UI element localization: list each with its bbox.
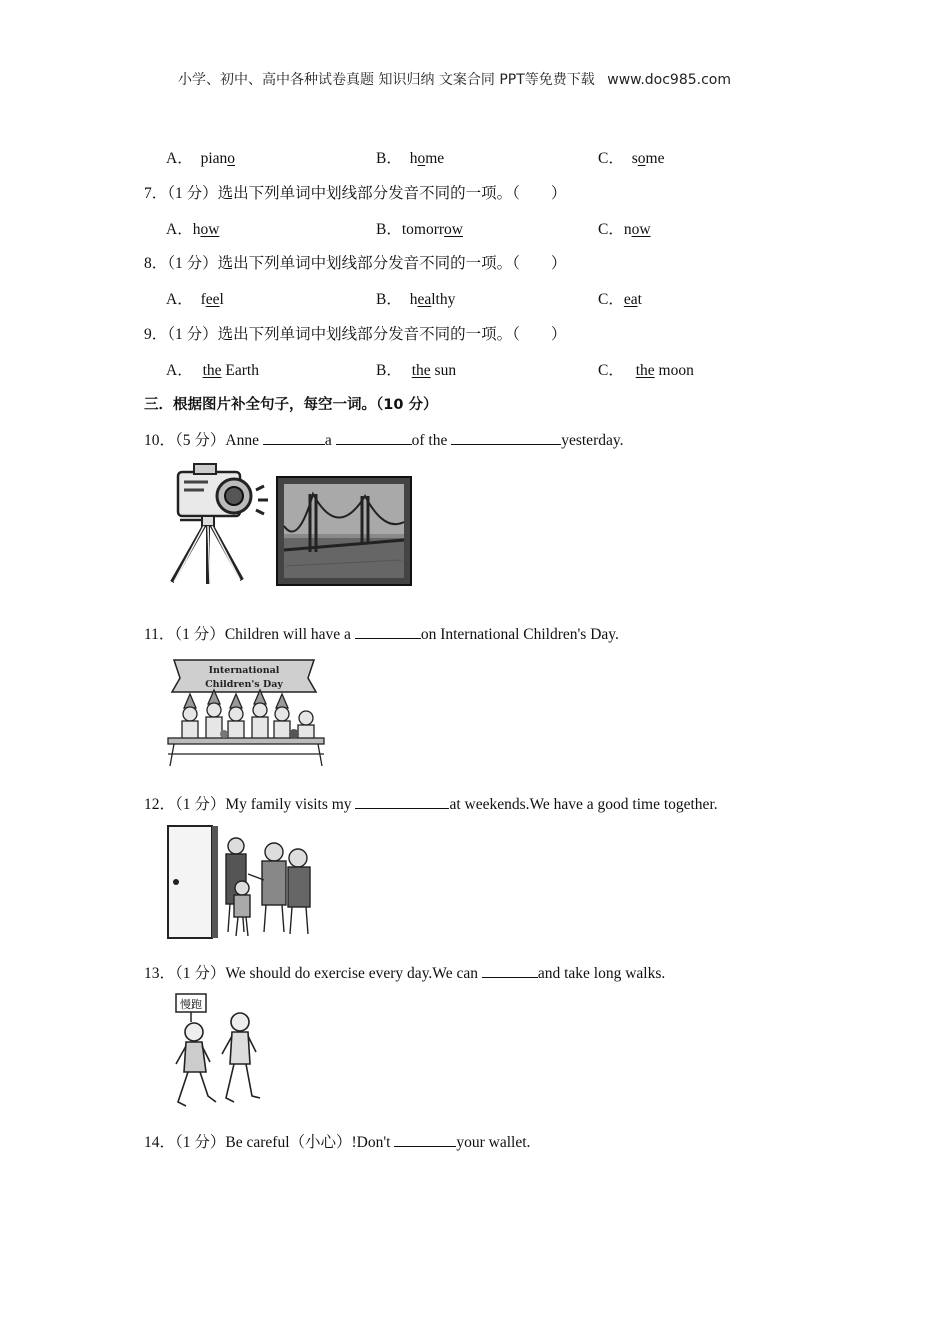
underlined-part: ea <box>623 291 638 308</box>
sentence-part: yesterday. <box>561 432 624 449</box>
underlined-part: ea <box>417 291 432 308</box>
camera-tripod-image <box>164 460 274 586</box>
word-part: sun <box>430 362 457 379</box>
option-label: C． <box>598 362 624 379</box>
option-label: B． <box>376 150 402 167</box>
sentence-part: Children will have a <box>224 626 355 643</box>
option-label: B． <box>376 221 402 238</box>
option-label: A． <box>166 362 193 379</box>
sentence-part: of the <box>411 432 452 449</box>
option-label: C． <box>598 291 624 308</box>
answer-blank[interactable] <box>394 1132 456 1147</box>
q9-option-b <box>376 358 456 380</box>
underlined-part: the <box>202 362 222 379</box>
q12-sentence <box>144 792 718 814</box>
underlined-part: ow <box>200 221 220 238</box>
option-label: C． <box>598 221 624 238</box>
word-part: me <box>425 150 445 167</box>
word-part: n <box>623 221 632 238</box>
sentence-part: a <box>324 432 336 449</box>
underlined-part: ow <box>631 221 651 238</box>
childrens-day-party-image <box>164 654 326 770</box>
question-number: 13．（1 分） <box>144 965 226 982</box>
underlined-part: o <box>417 150 426 167</box>
word-part: lthy <box>431 291 456 308</box>
page-header <box>178 69 731 89</box>
q6-option-c <box>598 146 664 168</box>
sentence-part: Be careful（小心）!Don't <box>225 1134 395 1151</box>
word-part: s <box>631 150 638 167</box>
q9-stem: 9．（1 分）选出下列单词中划线部分发音不同的一项。（ ） <box>144 326 567 343</box>
underlined-part: the <box>411 362 431 379</box>
sentence-part: your wallet. <box>456 1134 531 1151</box>
q8-option-c <box>598 287 642 309</box>
header-url: www.doc985.com <box>607 72 731 88</box>
sentence-part: and take long walks. <box>537 965 666 982</box>
section-3-title: 三．根据图片补全句子，每空一词。（10 分） <box>144 397 438 413</box>
q8-option-b <box>376 287 455 309</box>
answer-blank[interactable] <box>482 963 538 978</box>
word-part: tomorr <box>401 221 445 238</box>
option-label: A． <box>166 221 193 238</box>
family-visit-image <box>164 824 318 940</box>
word-part: f <box>200 291 206 308</box>
underlined-part: the <box>635 362 655 379</box>
word-part: me <box>645 150 665 167</box>
header-text: 小学、初中、高中各种试卷真题 知识归纳 文案合同 PPT等免费下载 <box>178 72 595 88</box>
option-label: B． <box>376 362 402 379</box>
q8-stem: 8．（1 分）选出下列单词中划线部分发音不同的一项。（ ） <box>144 255 567 272</box>
sign-text: 慢跑 <box>180 998 202 1011</box>
q13-sentence <box>144 961 665 983</box>
word-part: t <box>637 291 642 308</box>
sentence-part: My family visits my <box>225 796 356 813</box>
option-label: A． <box>166 291 193 308</box>
answer-blank[interactable] <box>263 430 325 445</box>
sentence-part: Anne <box>225 432 263 449</box>
sentence-part: We should do exercise every day.We can <box>225 965 482 982</box>
bridge-photo-image <box>276 476 412 586</box>
q14-sentence <box>144 1130 530 1152</box>
word-part: Earth <box>221 362 259 379</box>
q7-option-b <box>376 217 463 239</box>
q10-sentence <box>144 428 623 450</box>
q6-option-b <box>376 146 444 168</box>
sentence-part: on International Children's Day. <box>420 626 619 643</box>
question-number: 14．（1 分） <box>144 1134 226 1151</box>
q7-stem: 7．（1 分）选出下列单词中划线部分发音不同的一项。（ ） <box>144 185 567 202</box>
q11-sentence <box>144 622 619 644</box>
underlined-part: ee <box>205 291 220 308</box>
q7-option-a <box>166 217 219 239</box>
sentence-part: at weekends.We have a good time together. <box>449 796 718 813</box>
jogging-image <box>164 992 274 1114</box>
underlined-part: o <box>637 150 646 167</box>
q8-option-a <box>166 287 224 309</box>
answer-blank[interactable] <box>451 430 561 445</box>
q7-option-c <box>598 217 651 239</box>
word-part: moon <box>654 362 694 379</box>
option-label: A． <box>166 150 193 167</box>
word-part: pian <box>200 150 228 167</box>
q9-option-a <box>166 358 259 380</box>
word-part: h <box>409 150 418 167</box>
answer-blank[interactable] <box>355 794 449 809</box>
underlined-part: ow <box>444 221 463 238</box>
q9-option-c <box>598 358 694 380</box>
question-number: 11．（1 分） <box>144 626 225 643</box>
word-part: l <box>219 291 224 308</box>
question-number: 12．（1 分） <box>144 796 226 813</box>
word-part: h <box>192 221 201 238</box>
question-number: 10．（5 分） <box>144 432 226 449</box>
banner-line-2: Children's Day <box>205 679 283 690</box>
q6-option-a <box>166 146 235 168</box>
answer-blank[interactable] <box>355 624 421 639</box>
answer-blank[interactable] <box>336 430 412 445</box>
underlined-part: o <box>227 150 236 167</box>
banner-line-1: International <box>208 665 280 676</box>
option-label: B． <box>376 291 402 308</box>
option-label: C． <box>598 150 624 167</box>
word-part: h <box>409 291 418 308</box>
